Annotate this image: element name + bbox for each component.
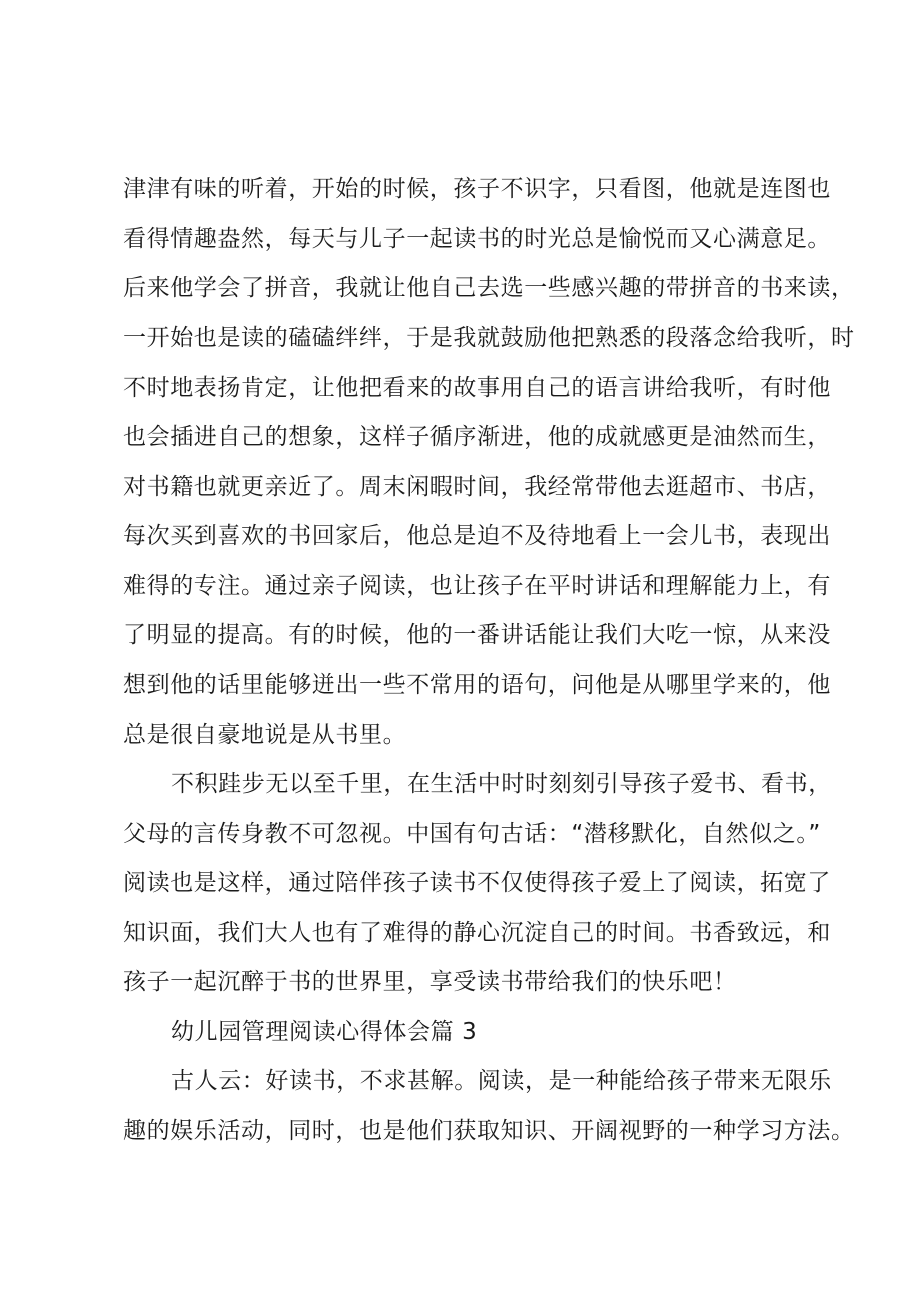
text-line: 看得情趣盎然，每天与儿子一起读书的时光总是愉悦而又心满意足。 [123, 226, 831, 252]
text-line: 后来他学会了拼音，我就让他自己去选一些感兴趣的带拼音的书来读， [123, 275, 855, 301]
text-line: 不时地表扬肯定，让他把看来的故事用自己的语言讲给我听，有时他 [123, 375, 831, 401]
text-line: 孩子一起沉醉于书的世界里，享受读书带给我们的快乐吧！ [123, 969, 737, 995]
section-heading: 幼儿园管理阅读心得体会篇 3 [171, 1019, 478, 1045]
text-line: 难得的专注。通过亲子阅读，也让孩子在平时讲话和理解能力上，有 [123, 573, 831, 599]
text-line: 父母的言传身教不可忽视。中国有句古话：“潜移默化，自然似之。” [123, 821, 821, 847]
text-line: 知识面，我们大人也有了难得的静心沉淀自己的时间。书香致远，和 [123, 920, 831, 946]
text-line: 对书籍也就更亲近了。周末闲暇时间，我经常带他去逛超市、书店， [123, 474, 831, 500]
text-line: 不积跬步无以至千里，在生活中时时刻刻引导孩子爱书、看书， [171, 771, 832, 797]
text-line: 了明显的提高。有的时候，他的一番讲话能让我们大吃一惊，从来没 [123, 622, 831, 648]
text-line: 每次买到喜欢的书回家后，他总是迫不及待地看上一会儿书，表现出 [123, 523, 831, 549]
text-line: 古人云：好读书，不求甚解。阅读，是一种能给孩子带来无限乐 [171, 1068, 832, 1094]
text-line: 一开始也是读的磕磕绊绊，于是我就鼓励他把熟悉的段落念给我听，时 [123, 325, 855, 351]
text-line: 趣的娱乐活动，同时，也是他们获取知识、开阔视野的一种学习方法。 [123, 1118, 855, 1144]
text-line: 总是很自豪地说是从书里。 [123, 722, 407, 748]
text-line: 也会插进自己的想象，这样子循序渐进，他的成就感更是油然而生， [123, 424, 831, 450]
text-line: 想到他的话里能够迸出一些不常用的语句，问他是从哪里学来的，他 [123, 672, 831, 698]
text-line: 津津有味的听着，开始的时候，孩子不识字，只看图，他就是连图也 [123, 176, 831, 202]
text-line: 阅读也是这样，通过陪伴孩子读书不仅使得孩子爱上了阅读，拓宽了 [123, 870, 831, 896]
